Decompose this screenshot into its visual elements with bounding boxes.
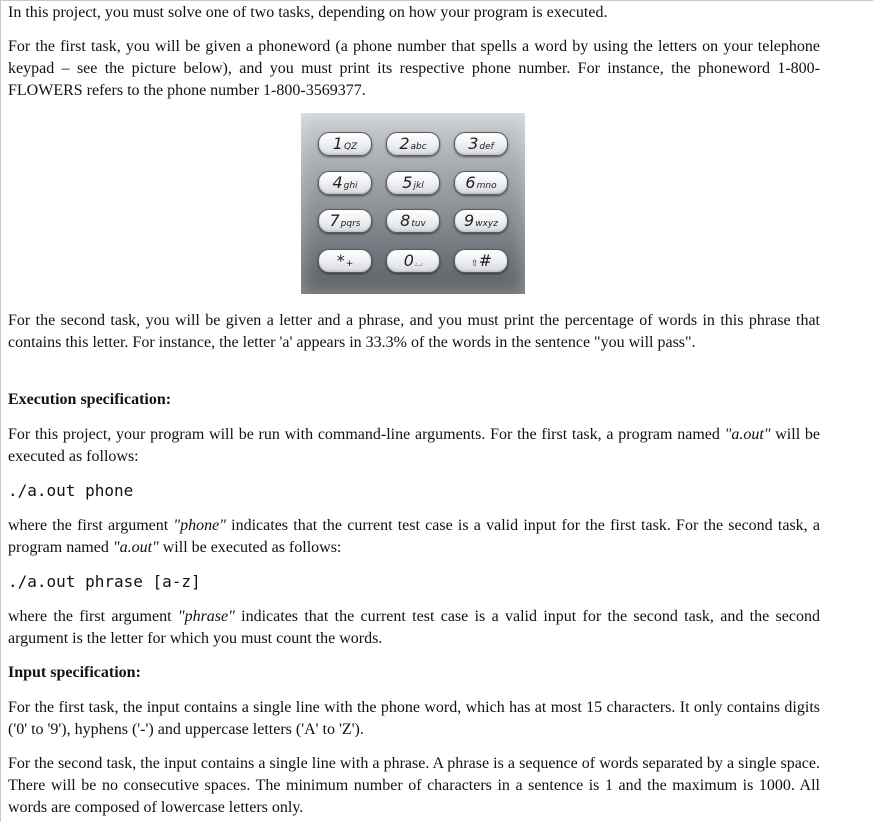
input-paragraph-1: For the first task, the input contains a single line with the phone word, which has at most 15 characters. It only contains digits ('0' to '9'), hyphens ('-') and uppercase letters ('A' to 'Z'). [8,699,820,738]
key-letters: ⌴ [414,259,423,269]
task1-paragraph: For the first task, you will be given a phoneword (a phone number that spells a word by using the letters on your telephone keypad – see the picture below), and you must print its respective phone number. For instance, the phoneword 1-800-FLOWERS refers to the phone number 1-800-3569377. [8,38,820,99]
command-phrase: ./a.out phrase [a-z] [8,572,201,591]
key-letters: pqrs [340,219,361,229]
execution-text: indicates that the current test case is a valid input for the first task. For the second task, a program named [8,517,820,556]
intro-paragraph: In this project, you must solve one of two tasks, depending on how your program is executed. [8,4,608,21]
key-letters: mno [476,181,497,191]
key-digit: 7 [329,211,340,230]
input-paragraph-2: For the second task, the input contains a single line with a phrase. A phrase is a sequence of words separated by a single space. There will be no consecutive spaces. The minimum number of characters in a sentence is 1 and the maximum is 1000. All words are composed of lowercase letters only. [8,755,820,816]
keypad-key [318,132,372,156]
program-name: "a.out" [724,426,771,443]
key-letters: ⇧ [471,259,479,269]
keypad-key [386,209,440,233]
execution-text: will be executed as follows: [8,426,820,465]
execution-text: where the first argument [8,608,178,625]
execution-text: For this project, your program will be run with command-line arguments. For the first task, a program named [8,426,725,443]
keypad-key [454,132,508,156]
keypad-key [454,171,508,195]
key-digit: 9 [464,211,475,230]
keypad-key [386,132,440,156]
key-digit: 0 [403,251,414,270]
key-digit: 4 [332,173,343,192]
task2-paragraph: For the second task, you will be given a letter and a phrase, and you must print the percentage of words in this phrase that contains this letter. For instance, the letter 'a' appears in 33.3% of the words in the sentence "you will pass". [8,312,820,351]
key-letters: + [345,259,354,269]
keypad-key [318,209,372,233]
key-digit: 3 [468,134,479,153]
key-digit: 6 [465,173,476,192]
frame-left-border [0,0,1,822]
telephone-keypad-image [301,113,525,294]
key-digit: 2 [399,134,410,153]
input-heading: Input specification: [8,664,141,681]
keypad-key [386,249,440,273]
key-digit: # [478,251,492,270]
command-phone: ./a.out phone [8,481,134,500]
execution-text: where the first argument [8,517,174,534]
key-letters: ghi [343,181,358,191]
key-letters: abc [410,142,427,152]
execution-heading: Execution specification: [8,391,172,408]
key-letters: wxyz [475,219,498,229]
key-digit: 8 [400,211,411,230]
execution-text: indicates that the current test case is a valid input for the second task, and the second argument is the letter for which you must count the words. [8,608,820,647]
keypad-key [454,249,508,273]
key-letters: QZ [343,142,358,152]
execution-text: will be executed as follows: [158,539,342,556]
execution-paragraph-3 [8,606,820,650]
argument-phrase: "phrase" [177,608,235,625]
key-digit: 5 [402,173,413,192]
key-letters: def [479,142,494,152]
keypad-key [386,171,440,195]
keypad-key [318,171,372,195]
key-digit: * [336,251,345,270]
frame-top-border [0,0,873,1]
key-letters: tuv [411,219,426,229]
argument-phone: "phone" [173,517,226,534]
key-digit: 1 [332,134,343,153]
execution-paragraph-1 [8,424,820,468]
keypad-key [318,249,372,273]
key-letters: jkl [413,181,424,191]
program-name: "a.out" [112,539,159,556]
execution-paragraph-2 [8,515,820,559]
keypad-key [454,209,508,233]
